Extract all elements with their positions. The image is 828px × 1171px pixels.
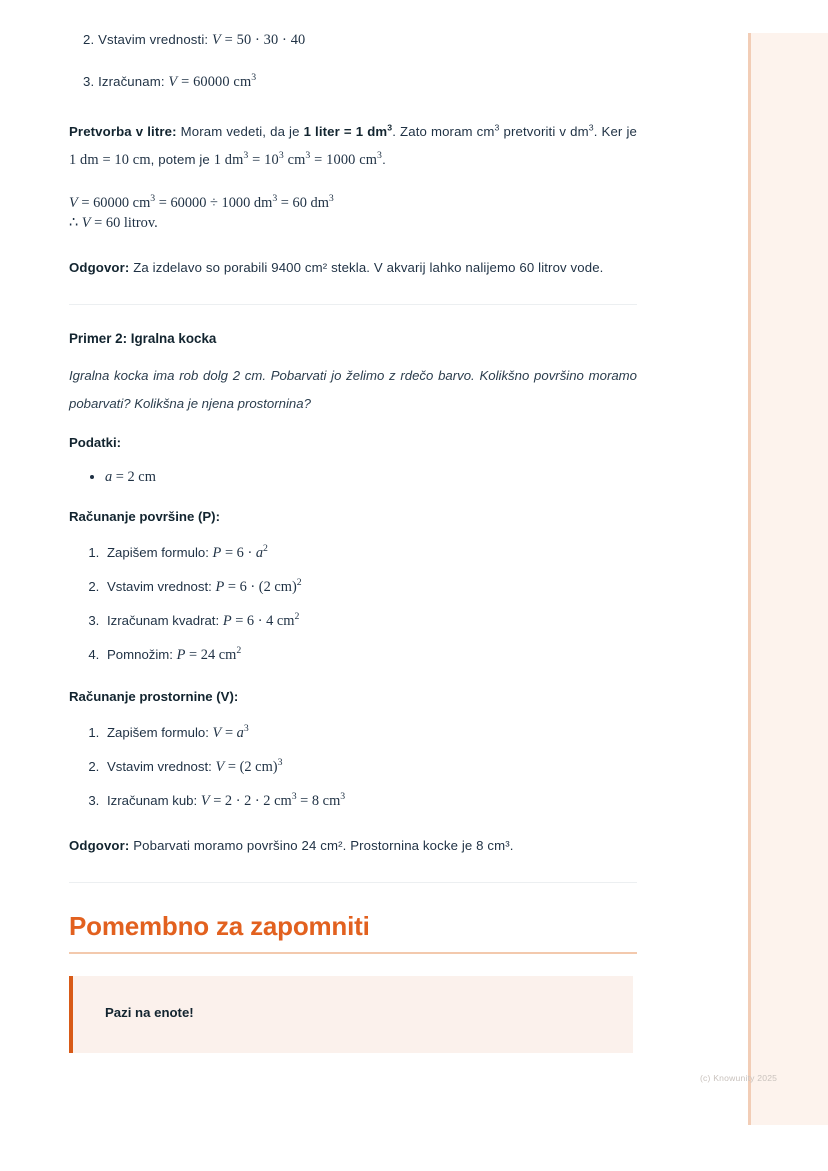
step-3-math: V = 60000 $cm^3$ — [168, 72, 257, 90]
answer-paragraph-1 — [69, 254, 637, 282]
conversion-bold-1-text: 1 liter = 1 dm — [303, 124, 388, 139]
page-title: Pomembno za zapomniti — [69, 911, 370, 941]
surface-step-2-label: Vstavim vrednost: — [107, 579, 212, 594]
conversion-math-line-1-expr: V = 60000 $cm^3 = 60000 \div 1000$ $dm^3 = 60$ $dm^3$ — [69, 193, 334, 211]
surface-step-2-math: P = 6 · (2 cm)$^2$ — [215, 577, 302, 595]
conversion-bold-1 — [304, 124, 393, 139]
step-item-2 — [83, 26, 637, 54]
decorative-side-panel — [748, 33, 828, 1125]
volume-step-3-math: V = 2 · 2 · 2 $cm^3 = 8$ $cm^3$ — [200, 791, 346, 809]
section-divider-2 — [69, 882, 637, 883]
step-2-math: V = 50 · 30 · 40 — [211, 32, 306, 48]
conversion-text-6: . — [382, 152, 386, 167]
surface-heading: Računanje površine (P): — [69, 509, 220, 524]
document-content — [69, 26, 637, 1053]
volume-step-2-label: Vstavim vrednost: — [107, 759, 212, 774]
conversion-bold-1-sup: 3 — [387, 122, 393, 133]
answer-1-lead: Odgovor: — [69, 260, 130, 275]
volume-steps-list — [69, 716, 637, 818]
answer-paragraph-2 — [69, 832, 637, 860]
conversion-sup-2: 3 — [494, 122, 500, 133]
list-item — [103, 638, 637, 672]
surface-step-1-math: $P = 6 \cdot a^2$ — [212, 543, 268, 561]
conversion-math-1: 1 dm = 10 cm — [69, 152, 151, 168]
conversion-paragraph — [69, 118, 637, 174]
example-2-data-heading: Podatki: — [69, 435, 122, 450]
callout-box — [69, 976, 633, 1053]
callout-title: Pazi na enote! — [105, 1005, 194, 1020]
list-item — [103, 604, 637, 638]
volume-step-2-math: V = (2 cm)$^3$ — [215, 757, 283, 775]
volume-step-3-label: Izračunam kub: — [107, 793, 198, 808]
conversion-text-5: , potem je — [150, 152, 214, 167]
step-2-number: 2. — [83, 32, 95, 47]
example-2-title: Primer 2: Igralna kocka — [69, 331, 217, 346]
surface-step-1-label: Zapišem formulo: — [107, 545, 209, 560]
list-item — [103, 570, 637, 604]
surface-step-3-math: P = 6 · 4 $cm^2$ — [222, 611, 300, 629]
conversion-lead: Pretvorba v litre: — [69, 124, 177, 139]
list-item — [103, 536, 637, 570]
step-3-label: Izračunam: — [98, 74, 165, 89]
volume-heading: Računanje prostornine (V): — [69, 689, 239, 704]
list-item — [103, 750, 637, 784]
data-item-math: a = 2 cm — [105, 469, 156, 485]
list-item — [103, 716, 637, 750]
example-2-question: Igralna kocka ima rob dolg 2 cm. Pobarvati jo želimo z rdečo barvo. Kolikšno površino moramo pobarvati? Kolikšna je njena prostornina? — [69, 368, 637, 411]
answer-2-text: Pobarvati moramo površino 24 cm². Prostornina kocke je 8 cm³. — [129, 838, 514, 853]
step-item-3 — [83, 68, 637, 96]
list-item — [103, 784, 637, 818]
list-item — [105, 462, 637, 492]
conversion-math-line-2-expr: ∴ V = 60 litrov. — [69, 215, 158, 231]
surface-step-4-label: Pomnožim: — [107, 647, 173, 662]
conversion-text-2: . Zato moram cm — [392, 124, 495, 139]
conversion-sup-3: 3 — [588, 122, 594, 133]
volume-step-1-math: $V = a^3$ — [212, 723, 249, 741]
conversion-text-3: pretvoriti v dm — [499, 124, 589, 139]
page-title-underline — [69, 952, 637, 954]
conversion-math-rest: 1 $dm^3 = 10^3$ $cm^3 = 1000$ $cm^3$ — [213, 150, 383, 168]
answer-1-text: Za izdelavo so porabili 9400 cm² stekla. V akvarij lahko nalijemo 60 litrov vode. — [129, 260, 604, 275]
conversion-math-line-1 — [69, 194, 637, 212]
surface-step-4-math: P = 24 $cm^2$ — [176, 645, 242, 663]
surface-step-3-label: Izračunam kvadrat: — [107, 613, 220, 628]
conversion-math-line-2 — [69, 214, 637, 232]
watermark: (c) Knowunity 2025 — [700, 1073, 778, 1083]
section-divider-1 — [69, 304, 637, 305]
volume-step-1-label: Zapišem formulo: — [107, 725, 209, 740]
step-2-label: Vstavim vrednosti: — [98, 32, 209, 47]
step-3-number: 3. — [83, 74, 95, 89]
example-2-data-list — [69, 462, 637, 492]
answer-2-lead: Odgovor: — [69, 838, 130, 853]
conversion-text-1: Moram vedeti, da je — [176, 124, 304, 139]
decorative-side-panel-edge — [748, 33, 751, 1125]
conversion-text-4: . Ker je — [593, 124, 637, 139]
surface-steps-list — [69, 536, 637, 672]
